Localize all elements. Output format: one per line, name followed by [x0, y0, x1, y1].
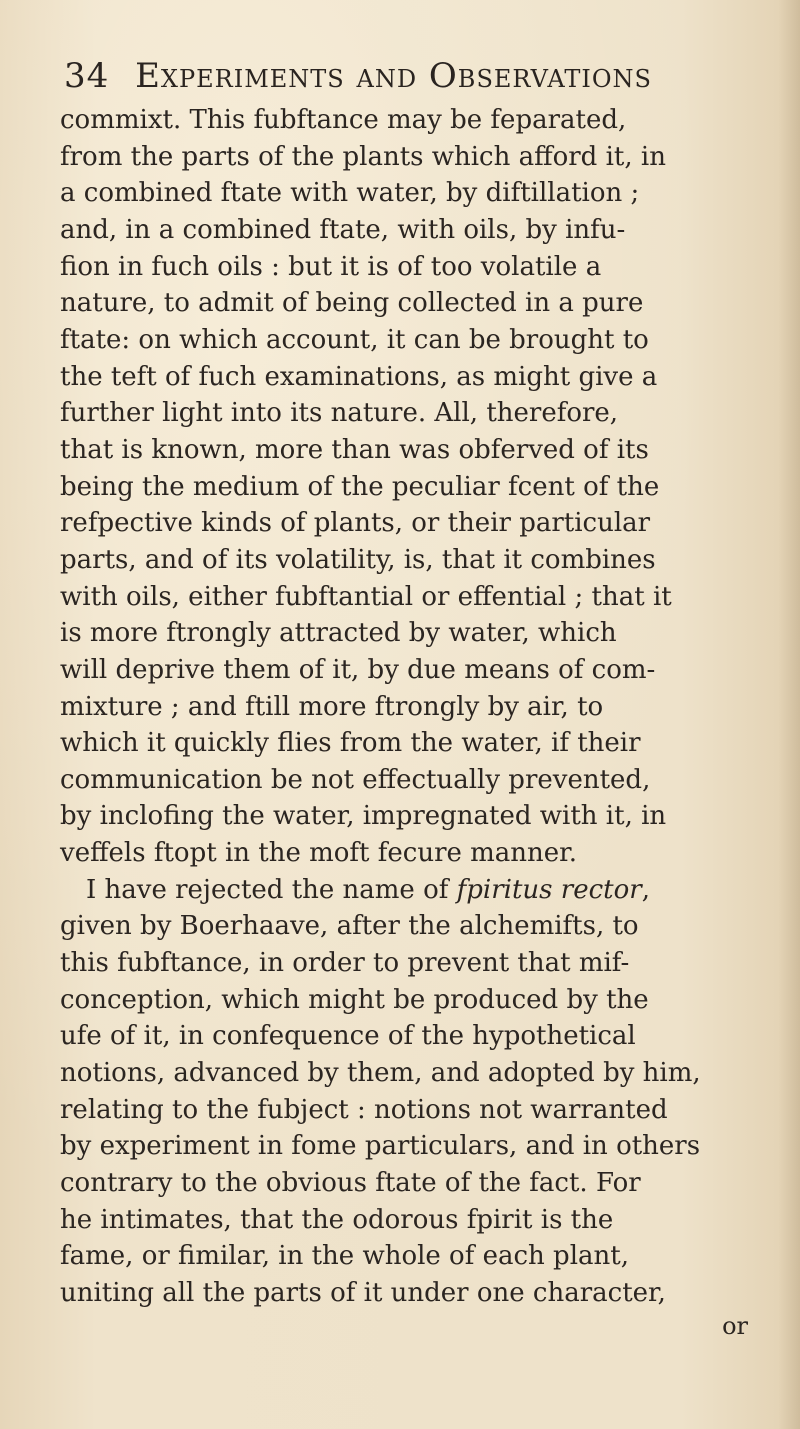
text-line: by inclofing the water, impregnated with it, in: [60, 801, 667, 832]
text-line: being the medium of the peculiar fcent of the: [60, 471, 660, 502]
text-line: mixture ; and ftill more ftrongly by air, to: [60, 691, 604, 722]
text-line: veffels ftopt in the moft fecure manner.: [60, 838, 578, 869]
text-line: ftate: on which account, it can be brought to: [60, 324, 649, 355]
text-line: from the parts of the plants which afford it, in: [60, 141, 666, 172]
page-edge-shadow: [778, 0, 800, 1429]
paragraph-start-line: I have rejected the name of fpiritus rector,: [86, 874, 650, 905]
text-line: communication be not effectually prevented,: [60, 764, 651, 795]
text-line: and, in a combined ftate, with oils, by infu-: [60, 214, 626, 245]
body-text: [60, 102, 750, 1344]
text-line: parts, and of its volatility, is, that it combines: [60, 544, 656, 575]
text-line: the teft of fuch examinations, as might give a: [60, 361, 658, 392]
text-line: that is known, more than was obferved of its: [60, 434, 649, 465]
catchword: or: [722, 1311, 748, 1340]
text-line: further light into its nature. All, therefore,: [60, 398, 619, 429]
text-line: given by Boerhaave, after the alchemifts, to: [60, 911, 639, 942]
text-line: is more ftrongly attracted by water, which: [60, 618, 617, 649]
running-title: Experiments and Observations: [135, 56, 652, 96]
text-line: uniting all the parts of it under one character,: [60, 1278, 666, 1308]
text-line: relating to the fubject : notions not warranted: [60, 1094, 668, 1125]
text-line: will deprive them of it, by due means of com-: [60, 654, 656, 685]
latin-term: fpiritus rector: [456, 874, 642, 905]
text-line: commixt. This fubftance may be feparated,: [60, 105, 627, 135]
text-line: fame, or fimilar, in the whole of each plant,: [60, 1241, 629, 1272]
running-head: [64, 56, 704, 96]
text-line: this fubftance, in order to prevent that mif-: [60, 948, 630, 979]
text-line: he intimates, that the odorous fpirit is the: [60, 1204, 614, 1235]
text-line: fion in fuch oils : but it is of too volatile a: [60, 251, 602, 282]
text-line: contrary to the obvious ftate of the fact. For: [60, 1168, 641, 1199]
text-line: by experiment in fome particulars, and in others: [60, 1131, 701, 1162]
page-number: 34: [64, 56, 110, 96]
text-line: with oils, either fubftantial or effential ; that it: [60, 581, 672, 612]
text-line: which it quickly flies from the water, if their: [60, 728, 641, 759]
text-line: a combined ftate with water, by diftillation ;: [60, 178, 640, 209]
text-line: conception, which might be produced by the: [60, 984, 649, 1015]
text-line: notions, advanced by them, and adopted by him,: [60, 1058, 701, 1089]
text-line: nature, to admit of being collected in a pure: [60, 288, 644, 319]
text-line: ufe of it, in confequence of the hypothetical: [60, 1021, 636, 1052]
text-line: refpective kinds of plants, or their particular: [60, 508, 651, 539]
